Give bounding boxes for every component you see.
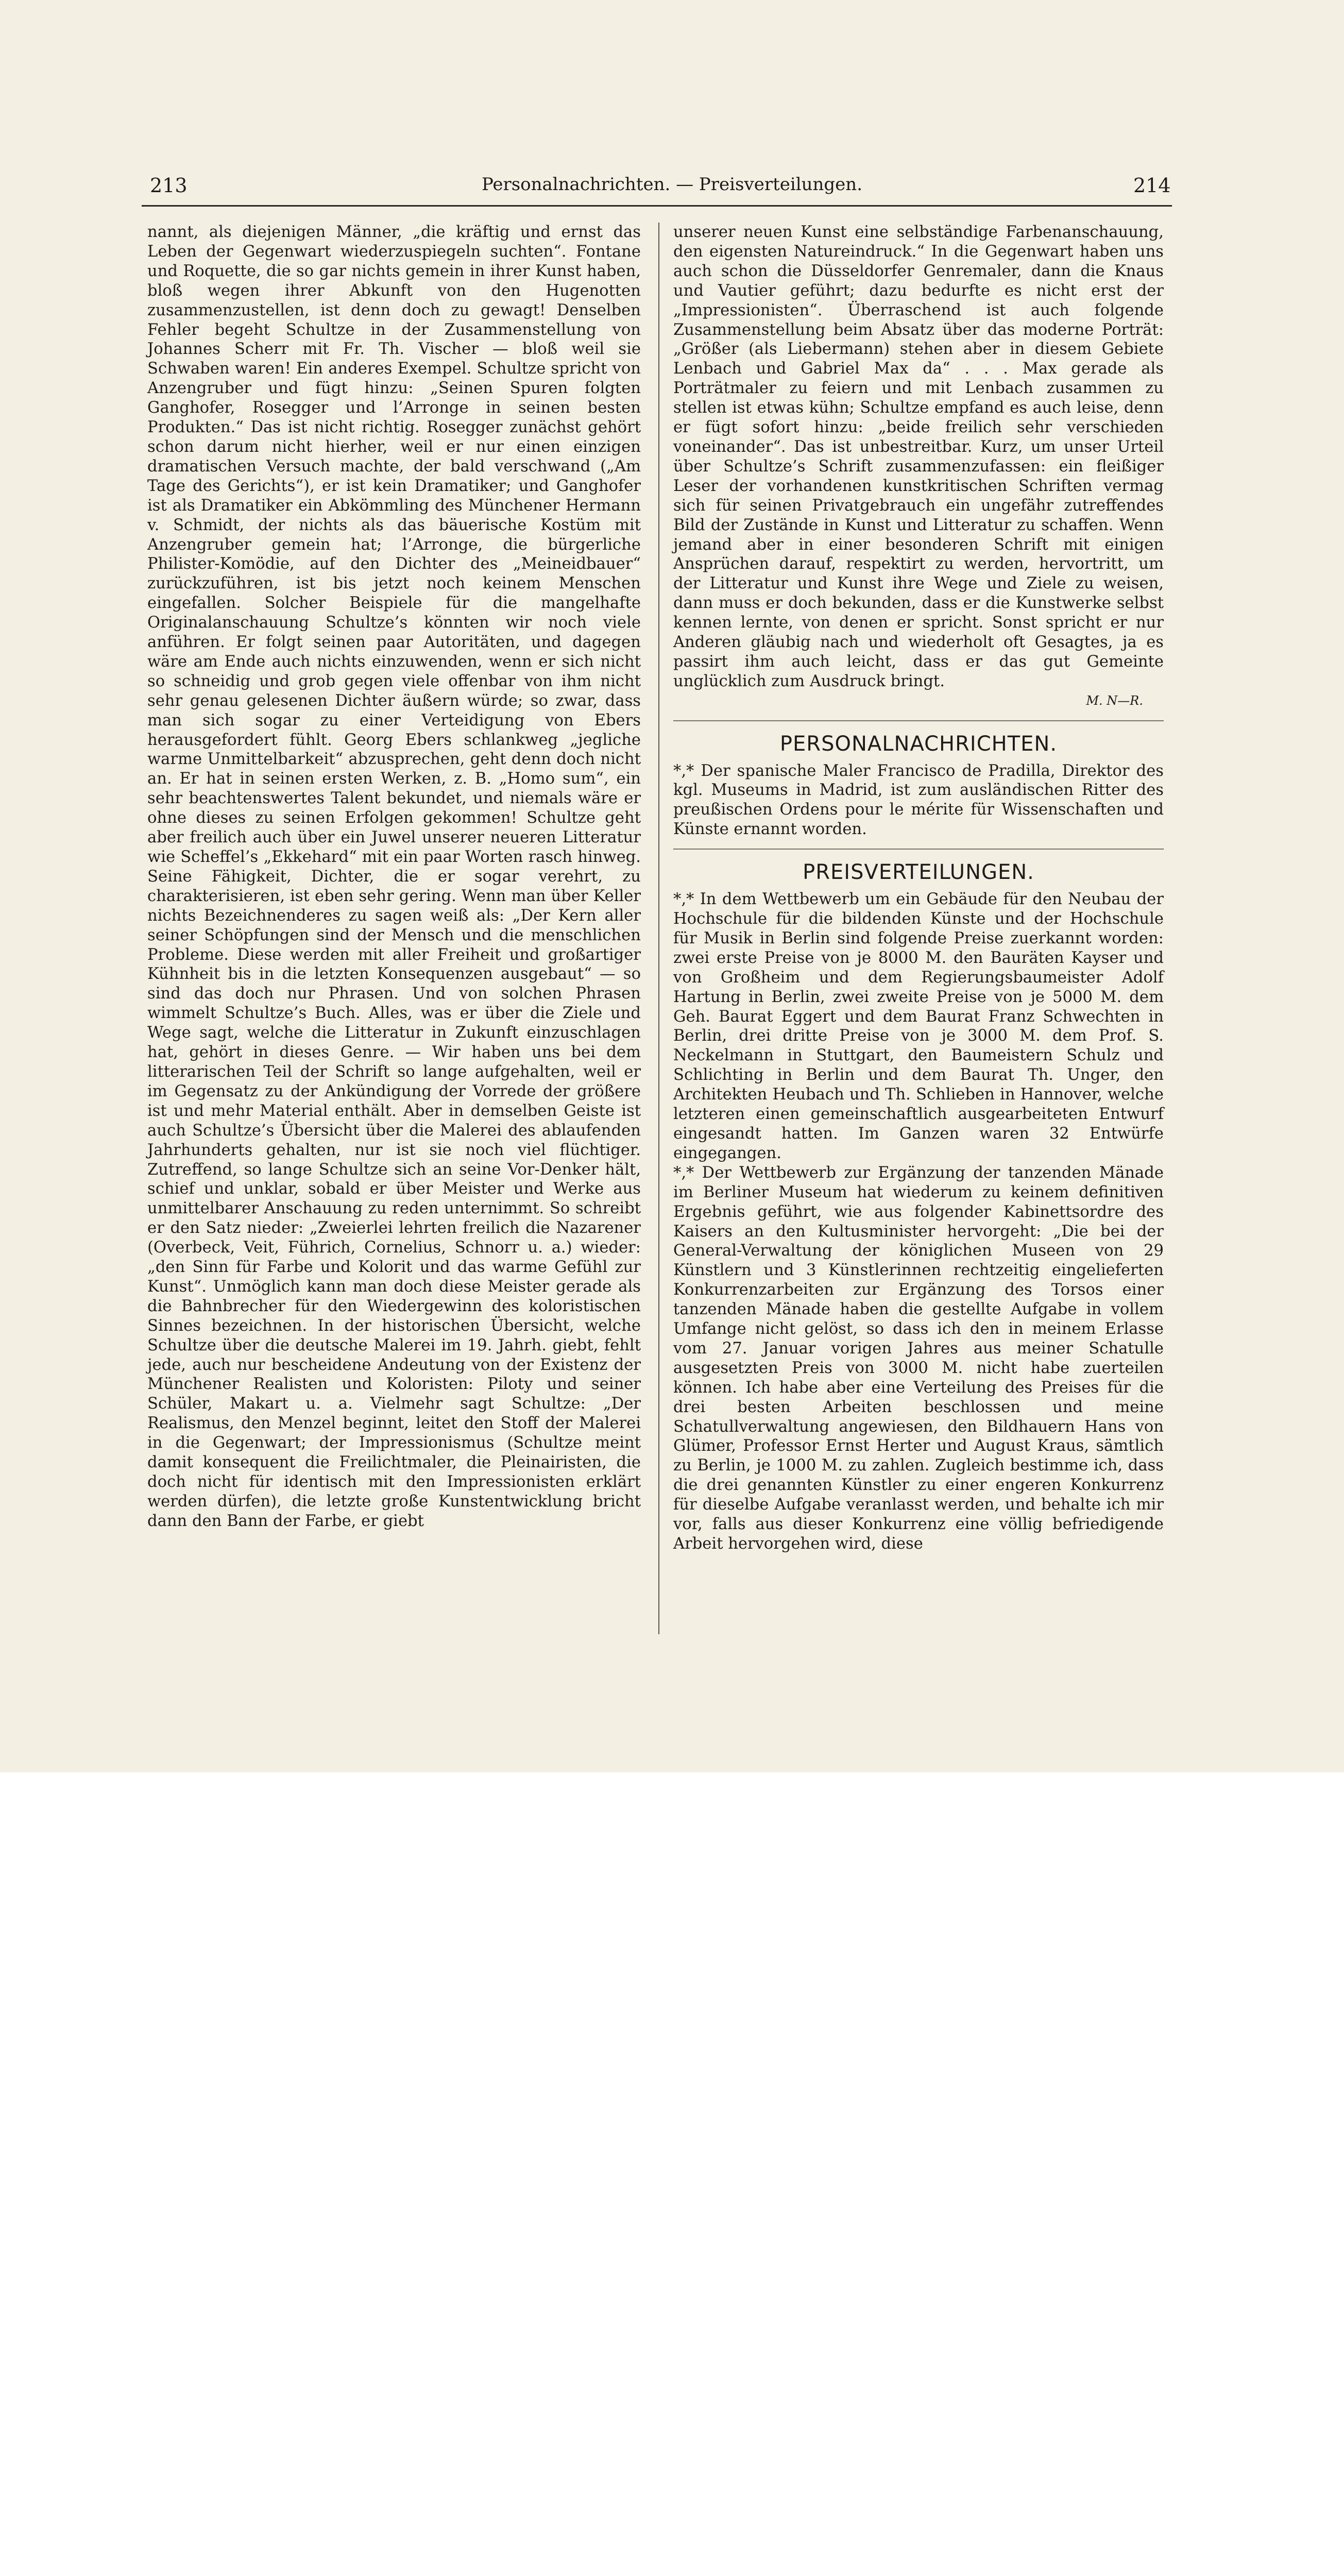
section-rule [673,849,1164,850]
personal-news-text: *‚* Der spanische Maler Francisco de Pradilla, Direktor des kgl. Museums in Madrid, ist zum ausländischen Ritter des preußischen Ordens pour le mérite für Wissenschaften und Künste ernannt worden. [673,761,1164,839]
column-divider [658,223,659,1634]
header-rule [142,205,1172,207]
section-title-preisverteilungen: PREISVERTEILUNGEN. [803,860,1034,885]
digitization-footer [0,1772,1344,1919]
article-continuation: unserer neuen Kunst eine selbständige Farbenanschauung, den eigensten Natureindruck.“ In die Gegenwart haben uns auch schon die Düsseldorfer Genremaler, dann die Knaus und Vautier geführt; dazu bedurfte es nicht erst der „Impressionisten“. Überraschend ist auch folgende Zusammenstellung beim Absatz über das moderne Porträt: „Größer (als Liebermann) stehen aber in diesem Gebiete Lenbach und Gabriel Max da“ . . . Max gerade als Porträtmaler zu feiern und mit Lenbach zusammen zu stellen ist etwas kühn; Schultze empfand es auch leise, denn er fügt sofort hinzu: „beide freilich sehr verschieden voneinander“. Das ist unbestreitbar. Kurz, um unser Urteil über Schultze’s Schrift zusammenzufassen: ein fleißiger Leser der vorhandenen kunstkritischen Schriften vermag sich für seinen Privatgebrauch ein ungefähr zutreffendes Bild der Zustände in Kunst und Litteratur zu schaffen. Wenn jemand aber in einer besonderen Schrift mit einigen Ansprüchen darauf, respektirt zu werden, hervortritt, um der Litteratur und Kunst ihre Wege und Ziele zu weisen, dann muss er doch bekunden, dass er die Kunstwerke selbst kennen lernte, von denen er spricht. Sonst spricht er nur Anderen gläubig nach und wiederholt oft Gesagtes, ja es passirt ihm auch leicht, dass er das gut Gemeinte unglücklich zum Ausdruck bringt. [673,223,1164,690]
prize-news-text-2: *‚* Der Wettbewerb zur Ergänzung der tanzenden Mänade im Berliner Museum hat wiederum zu keinem definitiven Ergebnis geführt, wie aus folgender Kabinettsordre des Kaisers an den Kultusminister hervorgeht: „Die bei der General-Verwaltung der königlichen Museen von 29 Künstlern und 3 Künstlerinnen rechtzeitig eingelieferten Konkurrenzarbeiten zur Ergänzung des Torsos einer tanzenden Mänade haben die gestellte Aufgabe in vollem Umfange nicht gelöst, so dass ich den in meinem Erlasse vom 27. Januar vorigen Jahres aus meiner Schatulle ausgesetzten Preis von 3000 M. nicht habe zuerteilen können. Ich habe aber eine Verteilung des Preises für die drei besten Arbeiten beschlossen und meine Schatullverwaltung angewiesen, den Bildhauern Hans von Glümer, Professor Ernst Herter und August Kraus, sämtlich zu Berlin, je 1000 M. zu zahlen. Zugleich bestimme ich, dass die drei genannten Künstler zu einer engeren Konkurrenz für dieselbe Aufgabe veranlasst werden, und behalte ich mir vor, falls aus dieser Konkurrenz eine völlig befriedigende Arbeit hervorgehen wird, diese [673,1163,1164,1553]
right-column [673,223,1164,1554]
author-signature: M. N—R. [1086,693,1143,708]
running-title: Personalnachrichten. — Preisverteilungen. [481,174,863,195]
page-number-left: 213 [150,174,188,197]
page-number-right: 214 [1133,174,1171,197]
article-text: nannt, als diejenigen Männer, „die kräftig und ernst das Leben der Gegenwart wiederzuspiegeln suchten“. Fontane und Roquette, die so gar nichts gemein in ihrer Kunst haben, bloß wegen ihrer Abkunft von den Hugenotten zusammenzustellen, ist denn doch zu gewagt! Denselben Fehler begeht Schultze in der Zusammenstellung von Johannes Scherr mit Fr. Th. Vischer — bloß weil sie Schwaben waren! Ein anderes Exempel. Schultze spricht von Anzengruber und fügt hinzu: „Seinen Spuren folgten Ganghofer, Rosegger und l’Arronge in seinen besten Produkten.“ Das ist nicht richtig. Rosegger zunächst gehört schon darum nicht hierher, weil er nur einen einzigen dramatischen Versuch machte, der bald verschwand („Am Tage des Gerichts“), er ist kein Dramatiker; und Ganghofer ist als Dramatiker ein Abkömmling des Münchener Hermann v. Schmidt, der nichts als das bäuerische Kostüm mit Anzengruber gemein hat; l’Arronge, die bürgerliche Philister-Komödie, auf den Dichter des „Meineidbauer“ zurückzuführen, ist bis jetzt noch keinem Menschen eingefallen. Solcher Beispiele für die mangelhafte Originalanschauung Schultze’s könnten wir noch viele anführen. Er folgt seinen paar Autoritäten, und dagegen wäre am Ende auch nichts einzuwenden, wenn er sich nicht so schneidig und grob gegen viele offenbar von ihm nicht sehr genau gelesenen Dichter äußern würde; so zwar, dass man sich sogar zu einer Verteidigung von Ebers herausgefordert fühlt. Georg Ebers schlankweg „jegliche warme Unmittelbarkeit“ abzusprechen, geht denn doch nicht an. Er hat in seinen ersten Werken, z. B. „Homo sum“, ein sehr beachtenswertes Talent bekundet, und niemals wäre er ohne dieses zu seinen Erfolgen gekommen! Schultze geht aber freilich auch über ein Juwel unserer neueren Litteratur wie Scheffel’s „Ekkehard“ mit ein paar Worten rasch hinweg. Seine Fähigkeit, Dichter, die er sogar verehrt, zu charakterisieren, ist eben sehr gering. Wenn man über Keller nichts Bezeichnenderes zu sagen weiß als: „Der Kern aller seiner Schöpfungen sind der Mensch und die menschlichen Probleme. Diese werden mit aller Freiheit und großartiger Kühnheit bis in die letzten Konsequenzen ausgebaut“ — so sind das doch nur Phrasen. Und von solchen Phrasen wimmelt Schultze’s Buch. Alles, was er über die Ziele und Wege sagt, welche die Litteratur in Zukunft einzuschlagen hat, gehört in dieses Genre. — Wir haben uns bei dem litterarischen Teil der Schrift so lange aufgehalten, weil er im Gegensatz zu der Ankündigung der Vorrede der größere ist und mehr Material enthält. Aber in demselben Geiste ist auch Schultze’s Übersicht über die Malerei des ablaufenden Jahrhunderts gehalten, nur ist sie noch viel flüchtiger. Zutreffend, so lange Schultze sich an seine Vor-Denker hält, schief und unklar, sobald er über Meister und Werke aus unmittelbarer Anschauung zu reden unternimmt. So schreibt er den Satz nieder: „Zweierlei lehrten freilich die Nazarener (Overbeck, Veit, Führich, Cornelius, Schnorr u. a.) wieder: „den Sinn für Farbe und Kolorit und das warme Gefühl zur Kunst“. Unmöglich kann man doch diese Meister gerade als die Bahnbrecher für den Wiedergewinn des koloristischen Sinnes bezeichnen. In der historischen Übersicht, welche Schultze über die deutsche Malerei im 19. Jahrh. giebt, fehlt jede, auch nur bescheidene Andeutung von der Existenz der Münchener Realisten und Koloristen: Piloty und seiner Schüler, Makart u. a. Vielmehr sagt Schultze: „Der Realismus, den Menzel beginnt, leitet den Stoff der Malerei in die Gegenwart; der Impressionismus (Schultze meint damit konsequent die Freilichtmaler, die Pleinairisten, die doch nicht für identisch mit den Impressionisten erklärt werden dürfen), die letzte große Kunstentwicklung bricht dann den Bann der Farbe, er giebt [147,223,641,1530]
section-rule [673,720,1164,721]
section-title-personalnachrichten: PERSONALNACHRICHTEN. [779,732,1058,756]
prize-news-text-1: *‚* In dem Wettbewerb um ein Gebäude für den Neubau der Hochschule für die bildenden Künste und der Hochschule für Musik in Berlin sind folgende Preise zuerkannt worden: zwei erste Preise von je 8000 M. den Bauräten Kayser und von Großheim und dem Regierungsbaumeister Adolf Hartung in Berlin, zwei zweite Preise von je 5000 M. dem Geh. Baurat Eggert und dem Baurat Franz Schwechten in Berlin, drei dritte Preise von je 3000 M. dem Prof. S. Neckelmann in Stuttgart, den Baumeistern Schulz und Schlichting in Berlin und dem Baurat Th. Unger, den Architekten Heubach und Th. Schlieben in Hannover, welche letzteren einen gemeinschaftlich ausgearbeiteten Entwurf eingesandt hatten. Im Ganzen waren 32 Entwürfe eingegangen. [673,890,1164,1162]
left-column [147,223,641,1531]
